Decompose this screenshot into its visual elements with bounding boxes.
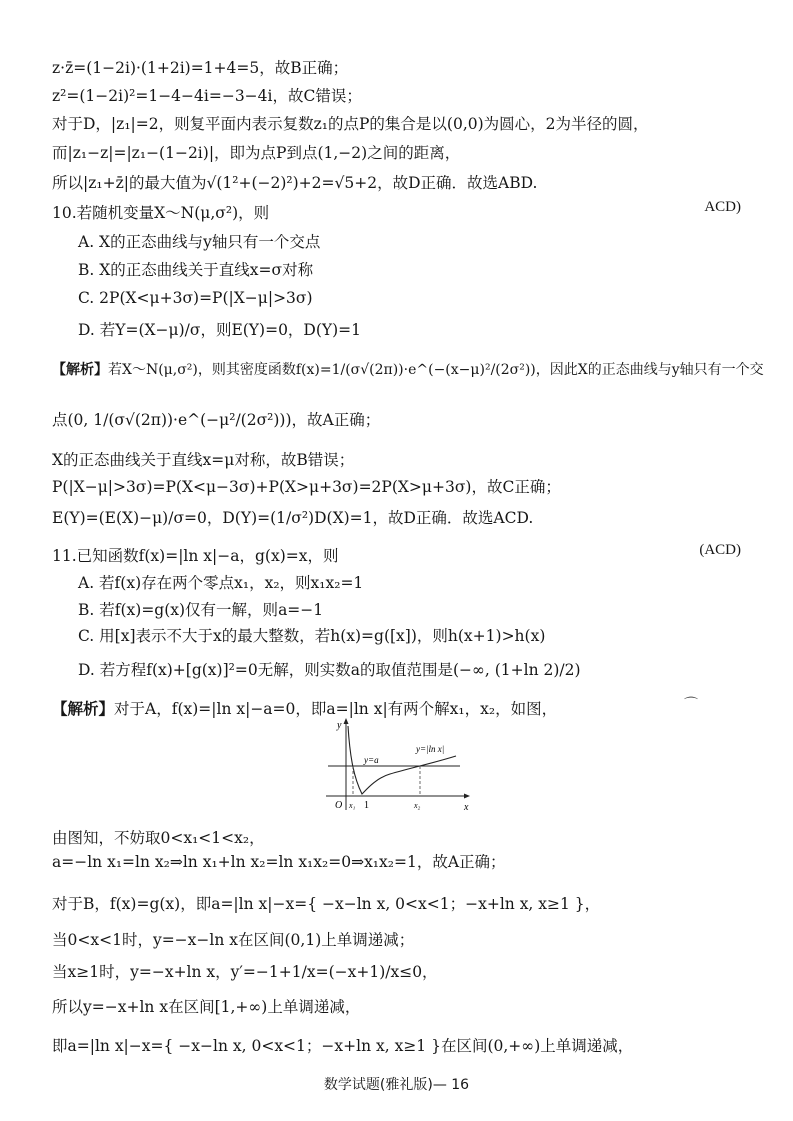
question-11-stem: 11.已知函数f(x)=|ln x|−a，g(x)=x，则 bbox=[52, 547, 339, 565]
solution-line: X的正态曲线关于直线x=μ对称，故B错误； bbox=[52, 451, 355, 469]
y-axis-label: y bbox=[337, 720, 342, 731]
option-c: C. 2P(X<μ+3σ)=P(|X−μ|>3σ) bbox=[78, 289, 313, 307]
solution-line: 【解析】若X～N(μ,σ²)，则其密度函数f(x)=1/(σ√(2π))·e^(−(x−μ)²/(2σ²))，因此X的正态曲线与y轴只有一个交 bbox=[52, 362, 764, 378]
option-c: C. 用[x]表示不大于x的最大整数，若h(x)=g([x])，则h(x+1)>h(x) bbox=[78, 627, 546, 645]
ln-abs-graph bbox=[320, 718, 470, 814]
x-axis-arrow bbox=[464, 794, 470, 799]
y-axis-arrow bbox=[344, 718, 349, 724]
handwritten-mark: ⌒ bbox=[684, 697, 698, 713]
solution-line: P(|X−μ|>3σ)=P(X<μ−3σ)+P(X>μ+3σ)=2P(X>μ+3σ)，故C正确； bbox=[52, 478, 561, 496]
option-b: B. X的正态曲线关于直线x=σ对称 bbox=[78, 261, 314, 279]
solution-line: 【解析】对于A，f(x)=|ln x|−a=0，即a=|ln x|有两个解x₁，x₂，如图， bbox=[52, 699, 558, 718]
tick-x2: x₂ bbox=[414, 801, 421, 810]
page-footer: 数学试题(雅礼版)— 16 bbox=[323, 1077, 470, 1093]
solution-line: 所以y=−x+ln x在区间[1,+∞)上单调递减， bbox=[52, 998, 361, 1016]
solution-line: a=−ln x₁=ln x₂⇒ln x₁+ln x₂=ln x₁x₂=0⇒x₁x₂=1，故A正确； bbox=[52, 853, 506, 871]
x-axis-label: x bbox=[464, 802, 469, 813]
tick-x1: x₁ bbox=[349, 801, 356, 810]
solution-line: E(Y)=(E(X)−μ)/σ=0，D(Y)=(1/σ²)D(X)=1，故D正确．故选ACD. bbox=[52, 509, 534, 527]
label-y-equals-abs-ln-x: y=|ln x| bbox=[416, 744, 445, 754]
solution-line: 由图知，不妨取0<x₁<1<x₂， bbox=[52, 829, 265, 847]
text-line: z²=(1−2i)²=1−4−4i=−3−4i，故C错误； bbox=[52, 87, 362, 105]
solution-line: 当0<x<1时，y=−x−ln x在区间(0,1)上单调递减； bbox=[52, 931, 415, 949]
label-y-equals-a: y=a bbox=[364, 755, 379, 765]
solution-line: 对于B，f(x)=g(x)，即a=|ln x|−x={ −x−ln x, 0<x<1；−x+ln x, x≥1 }， bbox=[52, 895, 601, 913]
analysis-marker: 【解析】 bbox=[52, 362, 108, 378]
question-11-answer: (ACD) bbox=[699, 542, 741, 558]
question-10-answer: ACD) bbox=[704, 199, 741, 215]
text-line: 所以|z₁+z̄|的最大值为√(1²+(−2)²)+2=√5+2，故D正确．故选ABD. bbox=[52, 174, 538, 192]
question-10-stem: 10.若随机变量X～N(μ,σ²)，则 bbox=[52, 204, 270, 222]
option-d: D. 若方程f(x)+[g(x)]²=0无解，则实数a的取值范围是(−∞, (1+ln 2)/2) bbox=[78, 661, 581, 679]
option-b: B. 若f(x)=g(x)仅有一解，则a=−1 bbox=[78, 601, 324, 619]
text-line: 对于D，|z₁|=2，则复平面内表示复数z₁的点P的集合是以(0,0)为圆心，2为半径的圆， bbox=[52, 115, 649, 133]
solution-line: 当x≥1时，y=−x+ln x，y′=−1+1/x=(−x+1)/x≤0， bbox=[52, 963, 438, 981]
analysis-marker: 【解析】 bbox=[52, 699, 115, 718]
text-line: 而|z₁−z|=|z₁−(1−2i)|，即为点P到点(1,−2)之间的距离， bbox=[52, 144, 461, 162]
option-a: A. 若f(x)存在两个零点x₁，x₂，则x₁x₂=1 bbox=[78, 574, 364, 592]
text-line: z·z̄=(1−2i)·(1+2i)=1+4=5，故B正确； bbox=[52, 59, 349, 77]
option-d: D. 若Y=(X−μ)/σ，则E(Y)=0，D(Y)=1 bbox=[78, 321, 362, 339]
solution-line: 即a=|ln x|−x={ −x−ln x, 0<x<1；−x+ln x, x≥1 }在区间(0,+∞)上单调递减， bbox=[52, 1037, 634, 1055]
solution-line: 点(0, 1/(σ√(2π))·e^(−μ²/(2σ²)))，故A正确； bbox=[52, 411, 381, 429]
origin-label: O bbox=[335, 800, 343, 811]
option-a: A. X的正态曲线与y轴只有一个交点 bbox=[78, 233, 321, 251]
tick-one: 1 bbox=[364, 800, 369, 811]
